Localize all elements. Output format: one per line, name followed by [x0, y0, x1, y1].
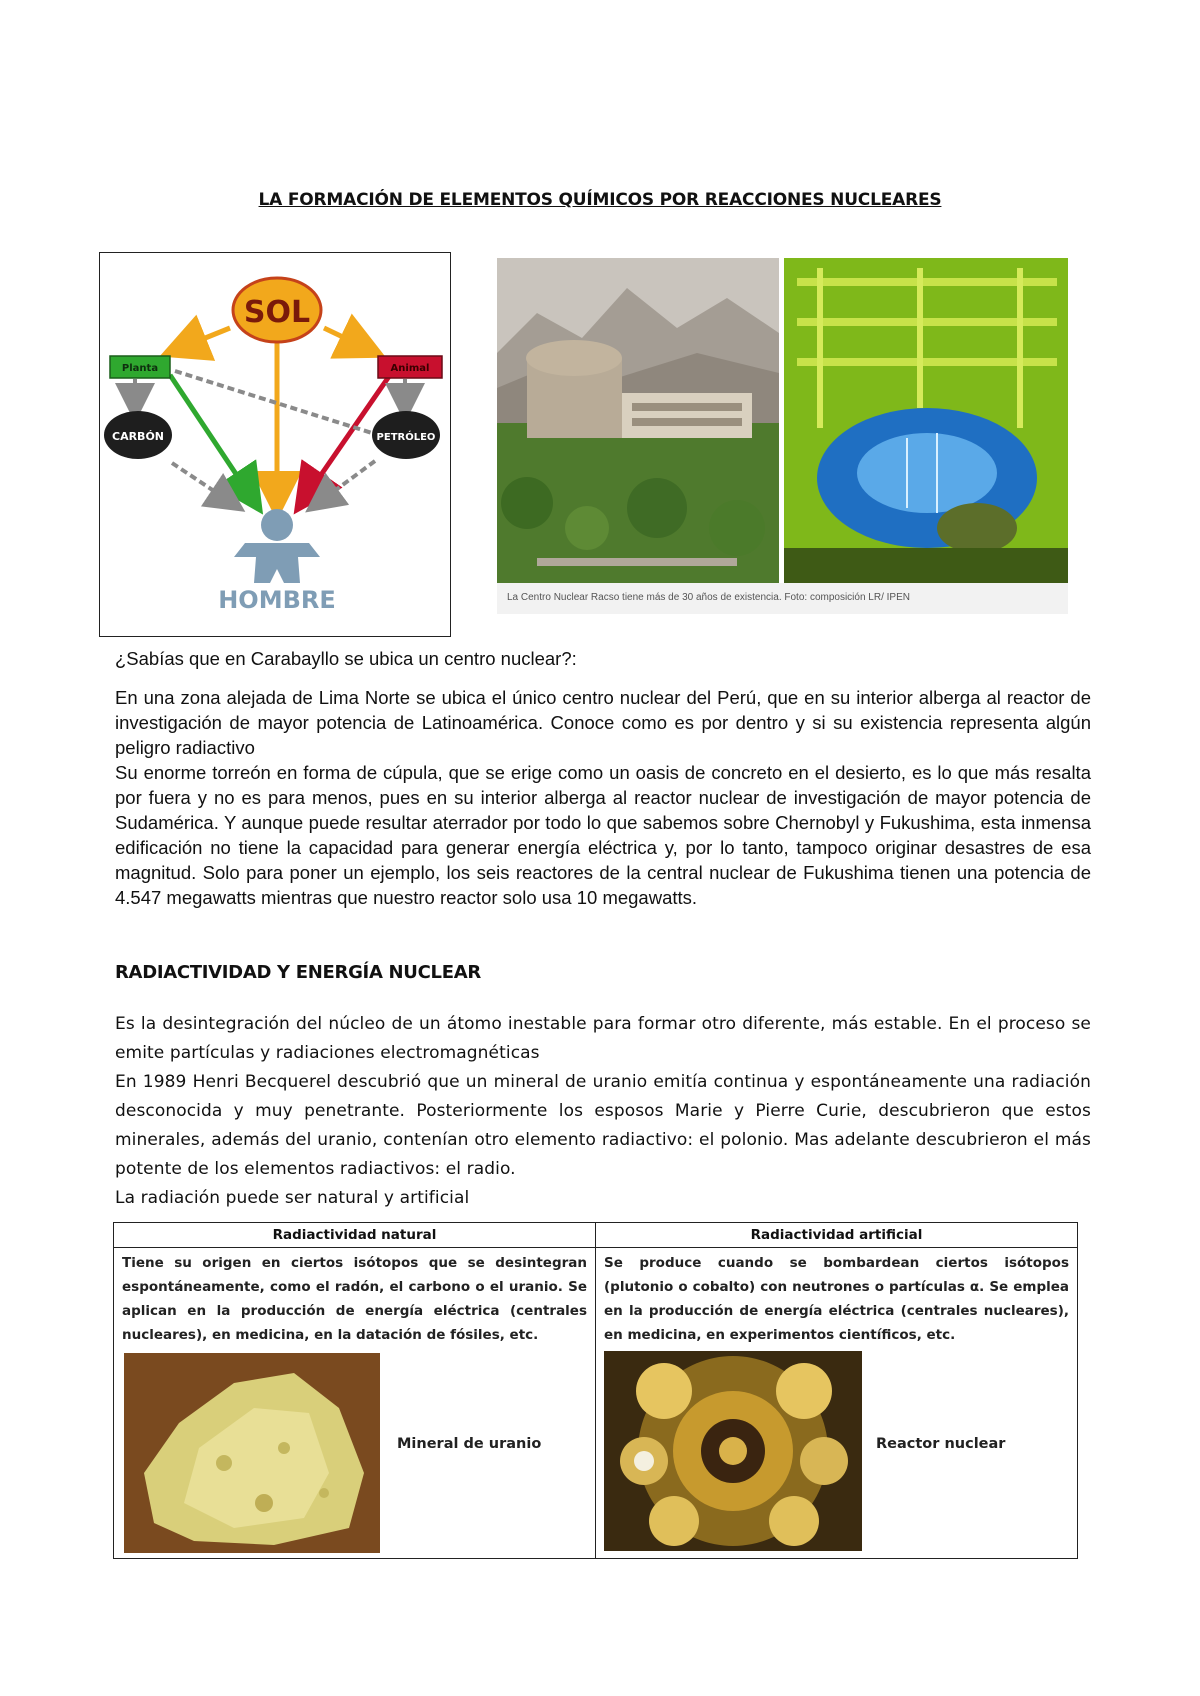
section-paragraph-1: Es la desintegración del núcleo de un átomo inestable para formar otro diferente, más estable. En el proceso se emite partículas y radiaciones electromagnéticas: [115, 1014, 1091, 1063]
natural-header: Radiactividad natural: [114, 1223, 595, 1248]
section-paragraph-2: En 1989 Henri Becquerel descubrió que un mineral de uranio emitía continua y espontáneamente una radiación desconocida y muy penetrante. Posteriormente los esposos Marie y Pierre Curie, descubrieron que estos minerales, además del uranio, contenían otro elemento radiactivo: el polonio. Mas adelante descubrieron el más potente de los elementos radiactivos: el radio.: [115, 1072, 1091, 1179]
oil-label: PETRÓLEO: [376, 432, 436, 443]
natural-column: [114, 1223, 596, 1558]
uranium-label: Mineral de uranio: [397, 1436, 542, 1452]
coal-label: CARBÓN: [112, 430, 164, 443]
animal-label: Animal: [390, 363, 430, 374]
sun-to-plant-arrow: [178, 328, 230, 349]
nuclear-reactor-image: [604, 1351, 862, 1551]
section-heading: RADIACTIVIDAD Y ENERGÍA NUCLEAR: [115, 962, 481, 983]
radioactivity-table: [113, 1222, 1078, 1559]
energy-flow-diagram: [99, 252, 451, 637]
artificial-description: Se produce cuando se bombardean ciertos isótopos (plutonio o cobalto) con neutrones o partículas α. Se emplea en la producción de energía eléctrica (centrales nucleares), en medicina, en experimentos científicos, etc.: [604, 1255, 1069, 1343]
section-paragraph-3: La radiación puede ser natural y artificial: [115, 1188, 470, 1208]
human-label: HOMBRE: [218, 586, 336, 614]
photo-composite: [497, 258, 1068, 583]
intro-question: ¿Sabías que en Carabayllo se ubica un centro nuclear?:: [115, 648, 577, 669]
uranium-mineral-image: [124, 1353, 380, 1553]
coal-to-human-arrow: [172, 463, 232, 503]
diagram-canvas: [100, 253, 449, 635]
intro-paragraph-1: En una zona alejada de Lima Norte se ubica el único centro nuclear del Perú, que en su interior alberga al reactor de investigación de mayor potencia de Latinoamérica. Conoce como es por dentro y si su existencia representa algún peligro radiactivo: [115, 687, 1091, 758]
sun-label: SOL: [243, 295, 311, 330]
sun-to-animal-arrow: [324, 328, 368, 349]
natural-description: Tiene su origen en ciertos isótopos que se desintegran espontáneamente, como el radón, el carbono o el uranio. Se aplican en la producción de energía eléctrica (centrales nucleares), en medicina, en la datación de fósiles, etc.: [122, 1255, 587, 1343]
artificial-column: [596, 1223, 1077, 1558]
page-title: LA FORMACIÓN DE ELEMENTOS QUÍMICOS POR REACCIONES NUCLEARES: [258, 190, 942, 210]
photo-caption: La Centro Nuclear Racso tiene más de 30 años de existencia. Foto: composición LR/ IPEN: [507, 592, 910, 603]
human-icon: [234, 509, 320, 583]
reactor-label: Reactor nuclear: [876, 1436, 1006, 1452]
nuclear-center-photo: [497, 258, 1068, 614]
intro-paragraph-2: Su enorme torreón en forma de cúpula, que se erige como un oasis de concreto en el desierto, es lo que más resalta por fuera y no es para menos, pues en su interior alberga al reactor nuclear de investigación de mayor potencia de Sudamérica. Y aunque puede resultar aterrador por todo lo que sabemos sobre Chernobyl y Fukushima, esta inmensa edificación no tiene la capacidad para generar energía eléctrica y, por lo tanto, tampoco originar desastres de esa magnitud. Solo para poner un ejemplo, los seis reactores de la central nuclear de Fukushima tienen una potencia de 4.547 megawatts mientras que nuestro reactor solo usa 10 megawatts.: [115, 762, 1091, 908]
plant-label: Planta: [121, 363, 159, 374]
artificial-header: Radiactividad artificial: [596, 1223, 1077, 1248]
